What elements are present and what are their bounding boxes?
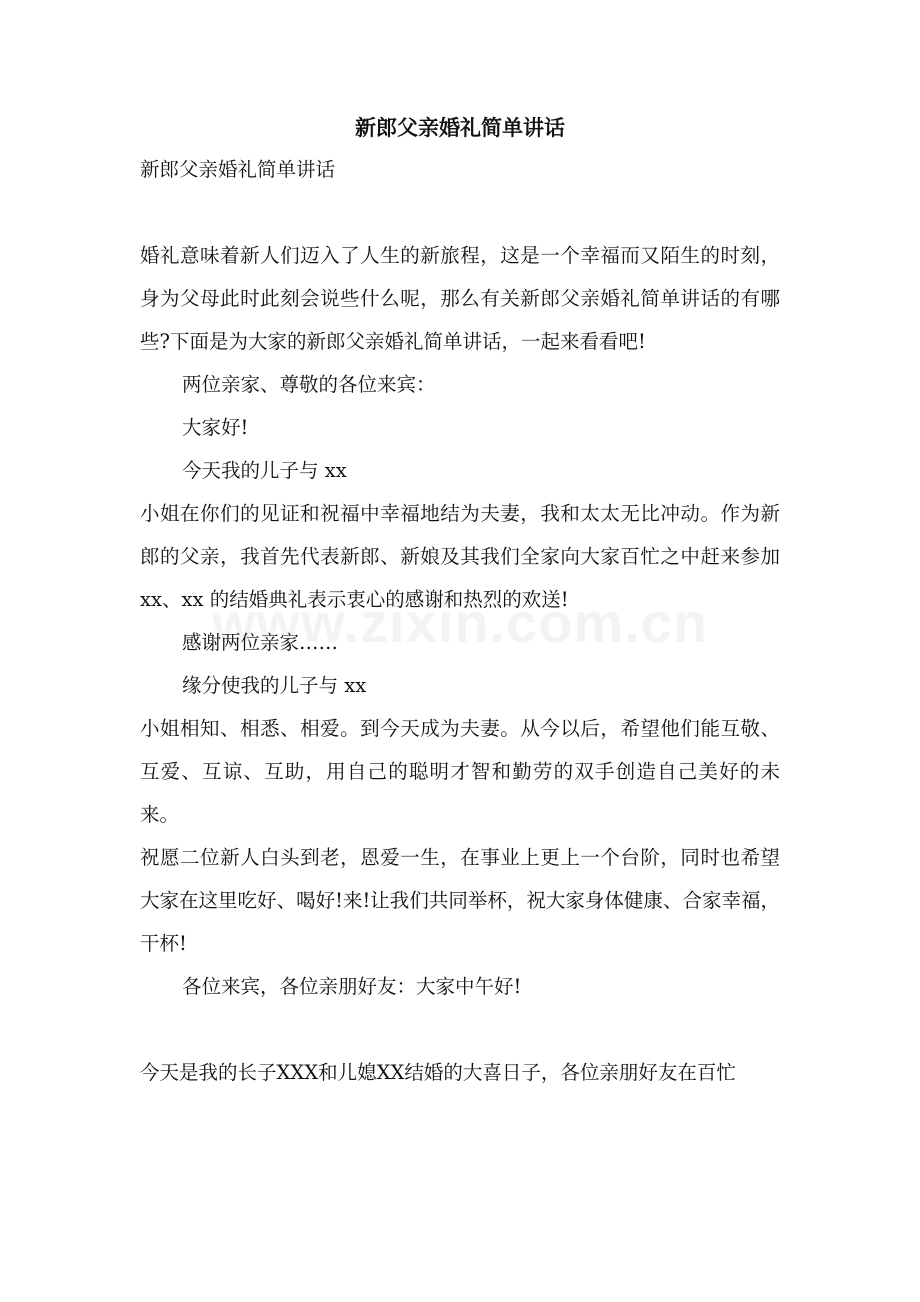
- document-subtitle: 新郎父亲婚礼简单讲话: [140, 158, 336, 181]
- second-greeting-line: 各位来宾，各位亲朋好友：大家中午好!: [182, 975, 522, 998]
- blank-line: [140, 1008, 780, 1051]
- today-line: 今天我的儿子与 xx: [182, 459, 347, 482]
- document-page: [140, 108, 780, 1094]
- intro-paragraph: 婚礼意味着新人们迈入了人生的新旅程，这是一个幸福而又陌生的时刻，身为父母此时此刻会说些什么呢，那么有关新郎父亲婚礼简单讲话的有哪些?下面是为大家的新郎父亲婚礼简单讲话，一起来看看吧!: [140, 244, 780, 353]
- hello-line: 大家好!: [182, 416, 249, 439]
- thanks-paragraph: 小姐在你们的见证和祝福中幸福地结为夫妻，我和太太无比冲动。作为新郎的父亲，我首先代表新郎、新娘及其我们全家向大家百忙之中赶来参加 xx、xx 的结婚典礼表示衷心的感谢和热烈的欢送!: [140, 502, 780, 611]
- fate-line: 缘分使我的儿子与 xx: [182, 674, 367, 697]
- wish-paragraph: 小姐相知、相悉、相爱。到今天成为夫妻。从今以后，希望他们能互敬、互爱、互谅、互助，用自己的聪明才智和勤劳的双手创造自己美好的未来。: [140, 717, 780, 826]
- toast-paragraph: 祝愿二位新人白头到老，恩爱一生，在事业上更上一个台阶，同时也希望大家在这里吃好、喝好!来!让我们共同举杯，祝大家身体健康、合家幸福，干杯!: [140, 846, 780, 955]
- document-title: 新郎父亲婚礼简单讲话: [355, 115, 565, 140]
- thank-inlaws-line: 感谢两位亲家……: [182, 631, 339, 654]
- last-paragraph: 今天是我的长子XXX和儿媳XX结婚的大喜日子，各位亲朋好友在百忙: [140, 1061, 736, 1084]
- blank-line: [140, 191, 780, 234]
- greeting-line: 两位亲家、尊敬的各位来宾：: [182, 373, 436, 396]
